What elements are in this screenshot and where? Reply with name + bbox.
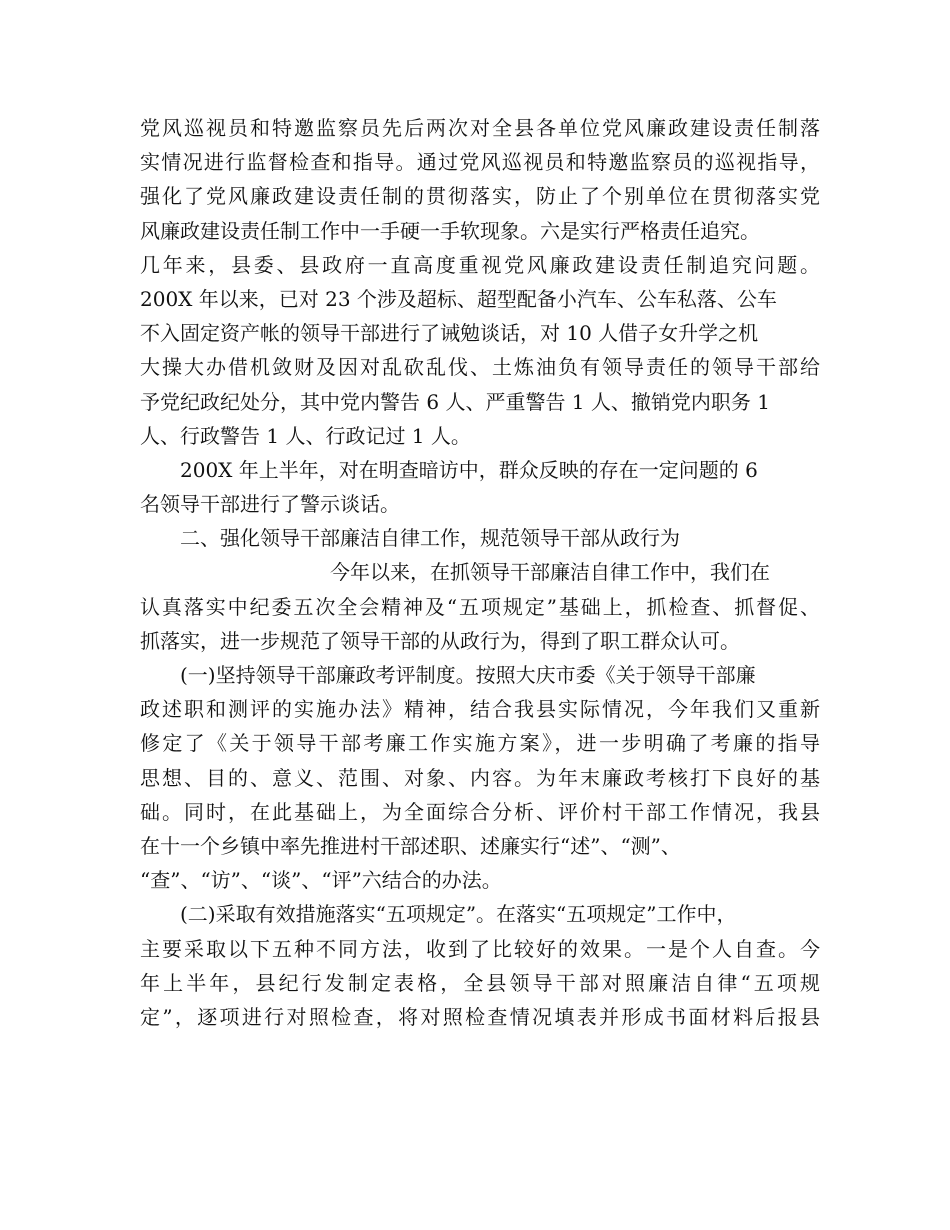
text-line: 在十一个乡镇中率先推进村干部述职、述廉实行“述”、“测”、 [140, 833, 681, 858]
text-line: 名领导干部进行了警示谈话。 [140, 492, 400, 517]
text-line: 强化了党风廉政建设责任制的贯彻落实，防止了个别单位在贯彻落实党 [140, 184, 820, 209]
section-heading: 二、强化领导干部廉洁自律工作，规范领导干部从政行为 [180, 526, 680, 551]
text-line: 风廉政建设责任制工作中一手硬一手软现象。六是实行严格责任追究。 [140, 218, 760, 243]
text-line: 予党纪政纪处分，其中党内警告 6 人、严重警告 1 人、撤销党内职务 1 [140, 389, 770, 414]
text-line: 年上半年，县纪行发制定表格，全县领导干部对照廉洁自律“五项规 [140, 970, 820, 995]
text-line: 实情况进行监督检查和指导。通过党风巡视员和特邀监察员的巡视指导， [140, 150, 820, 175]
text-line: (一)坚持领导干部廉政考评制度。按照大庆市委《关于领导干部廉 [180, 663, 756, 687]
text-line: 修定了《关于领导干部考廉工作实施方案》，进一步明确了考廉的指导 [140, 731, 820, 756]
text-line: 今年以来，在抓领导干部廉洁自律工作中，我们在 [330, 560, 770, 585]
text-line: 认真落实中纪委五次全会精神及“五项规定”基础上，抓检查、抓督促、 [140, 594, 820, 619]
text-line: 抓落实，进一步规范了领导干部的从政行为，得到了职工群众认可。 [140, 628, 740, 653]
text-line: 思想、目的、意义、范围、对象、内容。为年末廉政考核打下良好的基 [140, 765, 820, 790]
text-line: 定”，逐项进行对照检查，将对照检查情况填表并形成书面材料后报县 [140, 1004, 820, 1029]
text-line: 主要采取以下五种不同方法，收到了比较好的效果。一是个人自查。今 [140, 936, 820, 961]
text-line: 础。同时，在此基础上，为全面综合分析、评价村干部工作情况，我县 [140, 799, 820, 824]
text-line: “查”、“访”、“谈”、“评”六结合的办法。 [140, 868, 502, 893]
text-line: 人、行政警告 1 人、行政记过 1 人。 [140, 423, 471, 448]
text-line: 几年来，县委、县政府一直高度重视党风廉政建设责任制追究问题。 [140, 252, 820, 277]
text-line: 大操大办借机敛财及因对乱砍乱伐、土炼油负有领导责任的领导干部给 [140, 355, 820, 380]
text-line: 200X 年上半年，对在明查暗访中，群众反映的存在一定问题的 6 [180, 457, 758, 482]
text-line: (二)采取有效措施落实“五项规定”。在落实“五项规定”工作中， [180, 902, 737, 927]
document-body [140, 111, 820, 1034]
text-line: 政述职和测评的实施办法》精神，结合我县实际情况，今年我们又重新 [140, 697, 820, 722]
text-line: 不入固定资产帐的领导干部进行了诫勉谈话，对 10 人借子女升学之机 [140, 321, 759, 346]
text-line: 党风巡视员和特邀监察员先后两次对全县各单位党风廉政建设责任制落 [140, 116, 820, 140]
text-line: 200X 年以来，已对 23 个涉及超标、超型配备小汽车、公车私落、公车 [140, 286, 777, 311]
